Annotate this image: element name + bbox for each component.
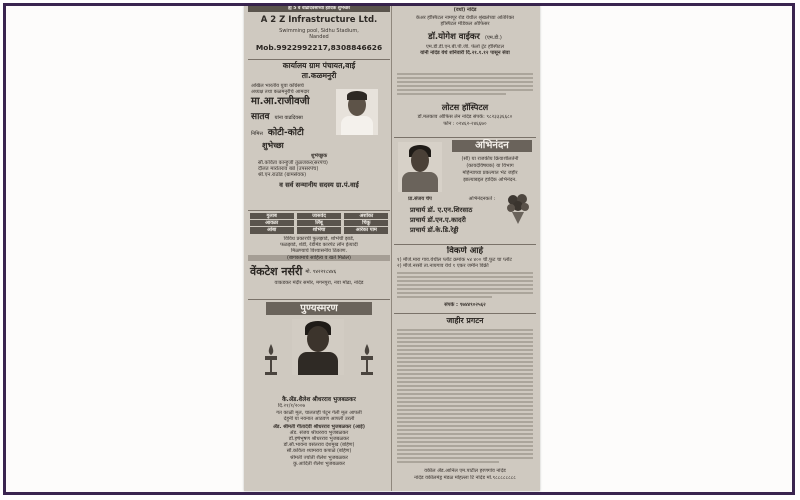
wish-prefix: निमित्त bbox=[251, 131, 263, 138]
politician-surname: सातव bbox=[251, 112, 270, 123]
panchayat-header: कार्यालय ग्राम पंचायत,वाई bbox=[282, 61, 356, 70]
plant-chip: अशोका bbox=[344, 213, 388, 219]
lamp-left-icon bbox=[262, 342, 280, 376]
notice-body-text bbox=[397, 329, 533, 465]
memorial-family: श्रीमती ज्योती शैलेश भुजबळकर bbox=[290, 454, 348, 461]
bouquet-icon bbox=[504, 191, 532, 225]
memorial-date: दि.२१/१/२००७ bbox=[278, 403, 306, 409]
hospital-body-text bbox=[397, 73, 533, 97]
notice-sign-2: नांदेड वकीलमंड्र मंडळ मोहल्ला टि नांदेड मो.९८८८८८८८८ bbox=[414, 475, 516, 481]
politician-photo bbox=[336, 89, 378, 135]
right-column bbox=[394, 6, 536, 491]
politician-name: मा.आ.राजीवजी bbox=[251, 96, 310, 108]
principal-2: प्राचार्य डॉ.एन.ए.कादरी bbox=[410, 216, 466, 224]
principal-1: प्राचार्य डॉ. ए.एन.शिरसाठ bbox=[410, 206, 473, 214]
abhinandan-photo bbox=[398, 142, 442, 192]
notice-title: जाहीर प्रगटन bbox=[446, 316, 484, 325]
nursery-name: वेंकटेश नर्सरी bbox=[250, 265, 303, 279]
memorial-verse-1: गत काळी मूल, चालताही पेटून गेली मूल आपली bbox=[276, 410, 362, 417]
principal-3: प्राचार्य डॉ.के.डि.रेड्डी bbox=[410, 226, 459, 234]
divider bbox=[394, 313, 536, 314]
divider bbox=[248, 59, 390, 60]
memorial-family: ॲड. श्रीमती गीतादेवी श्रीधरराव भुजबळकर (आई) bbox=[272, 423, 366, 430]
plant-chip: चिकु bbox=[344, 220, 388, 226]
memorial-family: डॉ.सौ.भावना वसंतराव देशमुख (बहिण) bbox=[283, 442, 355, 449]
abhinandan-line-3: महिन्याच्या प्रकल्पात भेट जहीर bbox=[462, 170, 518, 176]
nursery-address: वाकडकर मंदीर समोर, मगनपुरा, नवा मोंढा, नांदेड bbox=[274, 280, 364, 287]
ad-infra-city: Nanded bbox=[309, 34, 329, 41]
sign-members: व सर्व सन्मानीय सदस्य ग्रा.पं.वाई bbox=[279, 181, 359, 190]
notice-sign-1: वकील ॲड.आनिल एम.पाटील हरणगांव नांदेड bbox=[424, 468, 506, 474]
ad-gram-panchayat bbox=[248, 61, 390, 209]
memorial-name: कै.ॲड.शैलेश श्रीधरराव भुजबळकर bbox=[282, 397, 356, 403]
hospital-phone: फोन : ०२४६२-२४६६७० bbox=[443, 121, 487, 127]
memorial-verse-2: देहुनी या नयनात आठवण आपली उरली bbox=[283, 416, 355, 423]
hospital-name: लोटस हॉस्पिटल bbox=[441, 102, 489, 112]
ad-abhinandan bbox=[394, 139, 536, 243]
sign-sarpanch: सौ.कविता कान्हुजी तुळजकर(सरपंच) bbox=[258, 159, 328, 166]
hospital-notice: यांनी नांदेड येथे शनिवारी दि.२१.१.१२ पासून सेवा bbox=[420, 49, 510, 56]
divider bbox=[248, 210, 390, 211]
ad-sale bbox=[394, 246, 536, 312]
hospital-line-2: हॉस्पिटल मेडिकल ऑफिसर bbox=[440, 21, 490, 28]
nursery-desc-3: मिळण्याचे विश्वासनीय ठिकाण. bbox=[290, 248, 348, 255]
memorial-family: डॉ.हर्षभूषण श्रीधरराव भुजबळकर bbox=[288, 436, 350, 443]
sale-phone: संपर्क : ९७४४९०२५६२ bbox=[444, 302, 486, 308]
column-separator bbox=[391, 6, 392, 491]
wish-main: कोटी-कोटी bbox=[267, 128, 304, 139]
wish-shubhechha: शुभेच्छा bbox=[262, 141, 284, 151]
lamp-right-icon bbox=[358, 342, 376, 376]
plant-chip: जासवंद bbox=[297, 213, 341, 219]
memorial-family: कु.आदिती शैलेश भुजबळकर bbox=[293, 460, 345, 467]
ad-hospital bbox=[394, 6, 536, 134]
hospital-line-1: केअर हॉस्पिटल नामपूर रोड येथील श्रृंखलेच्या अतिरिक्त bbox=[416, 15, 514, 22]
memorial-photo bbox=[292, 319, 344, 375]
ad-infra-company-name: A 2 Z Infrastructure Ltd. bbox=[260, 15, 378, 25]
doctor-degree: एम.डी.डी.एन.बी.पी.जी. फेलो ट्रेंट हॉस्पिटल bbox=[426, 43, 504, 50]
plant-chip: आरेका पाम bbox=[344, 227, 388, 233]
doctor-name: डॉ.योगेश वाईकर bbox=[428, 31, 480, 42]
ad-infra-top-strip: ह्य 5 वे वाढदिवसाच्या हार्दिक शुभेच्छा bbox=[248, 6, 390, 12]
abhinandan-line-4: झाल्याबद्दल हार्दिक अभिनंदन. bbox=[463, 177, 517, 183]
abhinandan-from: अभिनंदनकर्ते : bbox=[468, 196, 496, 202]
memorial-family: सौ.कविता श्यामराव कपाळे (बहिण) bbox=[286, 448, 352, 455]
ad-infra-address: Swimming pool, Sidhu Stadium, bbox=[279, 28, 359, 34]
panchayat-line-1: अखिल भारतीय युवा काँग्रेसचे bbox=[251, 83, 304, 89]
memorial-title: पुण्यस्मरण bbox=[266, 302, 372, 315]
plant-chip: आंबा bbox=[250, 227, 294, 233]
abhinandan-line-1: (सौ) या राजकीय क्रियाशीलतेनी bbox=[461, 156, 519, 162]
memorial-family: ॲड. संजय श्रीधरराव भुजबळकर bbox=[289, 429, 349, 436]
plant-chip: शोभेचा bbox=[297, 227, 341, 233]
nursery-desc-1: विविध प्रकारची फुलझाडे, शोभेची झाडे, bbox=[283, 235, 355, 242]
ad-nursery bbox=[248, 212, 390, 298]
divider bbox=[394, 137, 536, 138]
sale-line-2: २) मौजे.नरसी ता.नायगाव येथे १ एकर जमीन विक्री bbox=[397, 263, 489, 270]
abhinandan-line-2: (कायदेविषयक) या विभाग bbox=[466, 163, 514, 169]
left-column bbox=[248, 6, 390, 491]
newspaper-clipping bbox=[244, 6, 540, 491]
doctor-suffix: (एम.डी.) bbox=[485, 34, 502, 41]
nursery-desc-2: फळझाडे, शेडी, रेडीमेड कारपेट लॉन ईत्यादी bbox=[280, 241, 358, 248]
sale-body-text bbox=[397, 272, 533, 300]
panchayat-line-2: अध्यक्ष तथा कळमनुरीचे आमदार bbox=[251, 89, 310, 96]
sign-upsarpanch: दौलत मारोतराव बन्ने (उपसरपंच) bbox=[258, 165, 319, 172]
sale-title: विकणे आहे bbox=[446, 246, 484, 256]
nursery-desc-4: (बागकामाचे साहित्य व खते मिळेल) bbox=[248, 255, 390, 261]
ad-memorial bbox=[248, 302, 390, 491]
abhinandan-person: प्रा.संजय चेप bbox=[408, 196, 432, 202]
sign-gramsevak: श्री.एन.राठोड (ग्रामसेवक) bbox=[258, 172, 307, 179]
panchayat-taluka: ता.कळमनुरी bbox=[301, 71, 337, 80]
ad-infrastructure bbox=[248, 6, 390, 58]
divider bbox=[248, 299, 390, 300]
hospital-section: (वर्धा) नांदेड bbox=[453, 7, 477, 13]
divider bbox=[394, 244, 536, 245]
sale-line-1: १) मौजे.मारा गाव.येथील प्लॉट क्रमांक ५४ ४०० चौ.फुट चा प्लॉट bbox=[397, 257, 512, 263]
ad-public-notice bbox=[394, 315, 536, 491]
ad-infra-mobile: Mob.9922992217,8308846626 bbox=[255, 43, 383, 53]
hospital-address: डॉ.मलकाव ऑफिस लेन नांदेड संपर्क: ९८२३३३६६८० bbox=[417, 114, 513, 120]
shubhechhuk-label: शुभेच्छुक bbox=[310, 153, 328, 160]
nursery-mobile: मो. ९४२२१८४४६ bbox=[305, 268, 337, 275]
abhinandan-title: अभिनंदन bbox=[452, 140, 532, 152]
plant-chip: आवळा bbox=[250, 220, 294, 226]
plant-chip: गुलाब bbox=[250, 213, 294, 219]
plant-chip: लिंबू bbox=[297, 220, 341, 226]
politician-surname-suffix: यांना वाढदिवसा bbox=[274, 115, 303, 122]
